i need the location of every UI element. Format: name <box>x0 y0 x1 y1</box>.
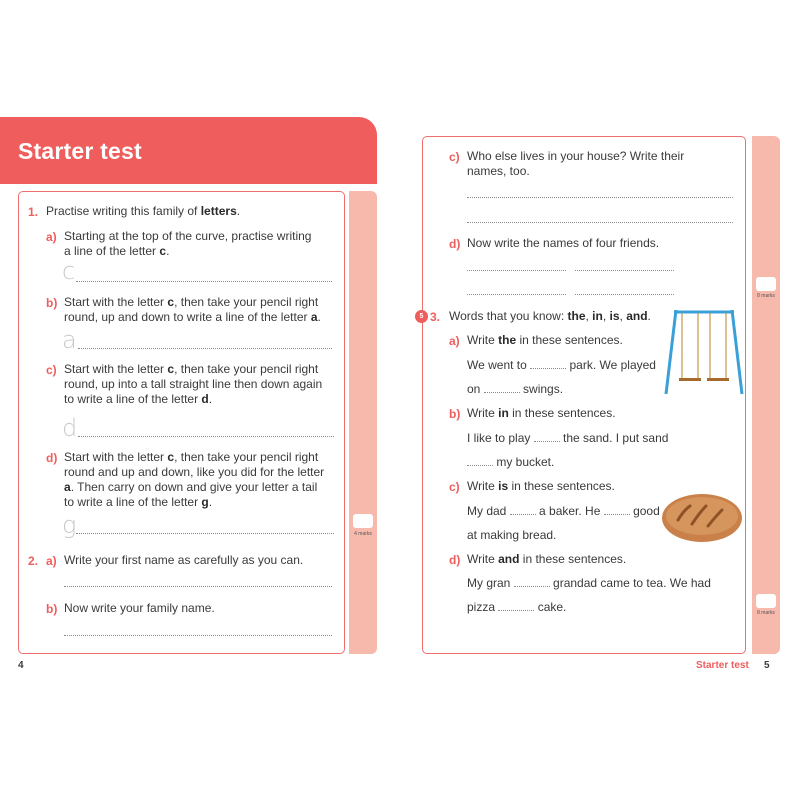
q1b-text: Start with the letter c, then take your pencil right round, up and down to write a line of the letter a. <box>64 295 321 324</box>
q1d-text: Start with the letter c, then take your pencil right round and up and down, like you did for the letter a. Then carry on down and give your letter a tail to write a line of the letter g. <box>64 450 325 509</box>
friend-line-1[interactable] <box>467 270 566 271</box>
q3b-instruction: Write in in these sentences. <box>467 406 616 420</box>
q1c-label: c) <box>46 363 57 377</box>
q2a-writing-line[interactable] <box>64 586 332 587</box>
question-1-number: 1. <box>28 205 39 219</box>
q3c-label: c) <box>449 480 460 494</box>
q1d-writing-line[interactable] <box>76 533 334 534</box>
q1c-household-text: Who else lives in your house? Write their names, too. <box>467 149 685 178</box>
q3b-sentence-1: I like to play the sand. I put sand <box>467 431 669 445</box>
question-2-number: 2. <box>28 554 39 568</box>
q3b-sentence-2: my bucket. <box>467 455 554 470</box>
q2b-text: Now write your family name. <box>64 601 215 615</box>
right-page-number: 5 <box>764 660 770 671</box>
q1a-label: a) <box>46 230 57 244</box>
q3c-blank-2[interactable] <box>604 505 630 515</box>
bread-illustration <box>660 492 744 544</box>
q3a-instruction: Write the in these sentences. <box>467 333 623 347</box>
question-3-badge: 5 <box>415 310 428 323</box>
q3c-sentence-1: My dad a baker. He good <box>467 504 660 518</box>
question-3-number: 3. <box>430 310 441 324</box>
q3a-sentence-2: on swings. <box>467 382 564 396</box>
q3d-sentence-1: My gran grandad came to tea. We had <box>467 576 711 590</box>
q3a-blank-1[interactable] <box>530 359 566 369</box>
right-marks-strip <box>752 136 780 654</box>
swing-illustration <box>662 308 746 396</box>
right-marks-box-top[interactable] <box>756 277 776 291</box>
q3b-blank-2[interactable] <box>467 456 493 466</box>
friend-line-3[interactable] <box>467 294 566 295</box>
q3d-label: d) <box>449 553 461 567</box>
trace-letter-d: d <box>62 414 78 442</box>
footer-title: Starter test <box>696 660 749 671</box>
q3c-blank-1[interactable] <box>510 505 536 515</box>
q3d-blank-2[interactable] <box>498 601 534 611</box>
q3a-blank-2[interactable] <box>484 383 520 393</box>
q1c-text: Start with the letter c, then take your pencil right round, up into a tall straight line then down again to write a line of the letter d. <box>64 362 323 406</box>
friend-line-4[interactable] <box>575 294 674 295</box>
q3a-sentence-1: We went to park. We played <box>467 358 656 372</box>
q1a-writing-line[interactable] <box>76 281 332 282</box>
q2b-label: b) <box>46 602 58 616</box>
q3c-instruction: Write is in these sentences. <box>467 479 615 493</box>
left-page-number: 4 <box>18 660 24 671</box>
household-line-2[interactable] <box>467 222 733 223</box>
q1c-writing-line[interactable] <box>78 436 334 437</box>
page-title: Starter test <box>18 138 142 164</box>
question-3-intro: Words that you know: the, in, is, and. <box>449 309 651 323</box>
trace-letter-g: g <box>62 511 77 539</box>
friend-line-2[interactable] <box>575 270 674 271</box>
left-marks-strip <box>349 191 377 654</box>
question-1-intro: Practise writing this family of letters. <box>46 204 241 218</box>
trace-letter-c: c <box>62 257 76 285</box>
q1b-label: b) <box>46 296 58 310</box>
left-marks-label: 4 marks <box>354 531 372 537</box>
q1b-writing-line[interactable] <box>78 348 332 349</box>
q3d-sentence-2: pizza cake. <box>467 600 567 614</box>
right-marks-label-top: 8 marks <box>757 293 775 299</box>
right-marks-label-bottom: 8 marks <box>757 610 775 616</box>
right-marks-box-bottom[interactable] <box>756 594 776 608</box>
q3b-blank-1[interactable] <box>534 432 560 442</box>
friends-label: d) <box>449 237 461 251</box>
q2a-text: Write your first name as carefully as you can. <box>64 553 304 567</box>
q3d-instruction: Write and in these sentences. <box>467 552 627 566</box>
trace-letter-a: a <box>62 326 77 354</box>
q3d-blank-1[interactable] <box>514 577 550 587</box>
q3a-label: a) <box>449 334 460 348</box>
left-marks-box[interactable] <box>353 514 373 528</box>
q3b-label: b) <box>449 407 461 421</box>
q2a-label: a) <box>46 554 57 568</box>
q1a-text: Starting at the top of the curve, practise writing a line of the letter c. <box>64 229 312 258</box>
q2b-writing-line[interactable] <box>64 635 332 636</box>
friends-text: Now write the names of four friends. <box>467 236 660 250</box>
household-line-1[interactable] <box>467 197 733 198</box>
q1d-label: d) <box>46 451 58 465</box>
q3c-sentence-2: at making bread. <box>467 528 557 542</box>
q1c-household-label: c) <box>449 150 460 164</box>
